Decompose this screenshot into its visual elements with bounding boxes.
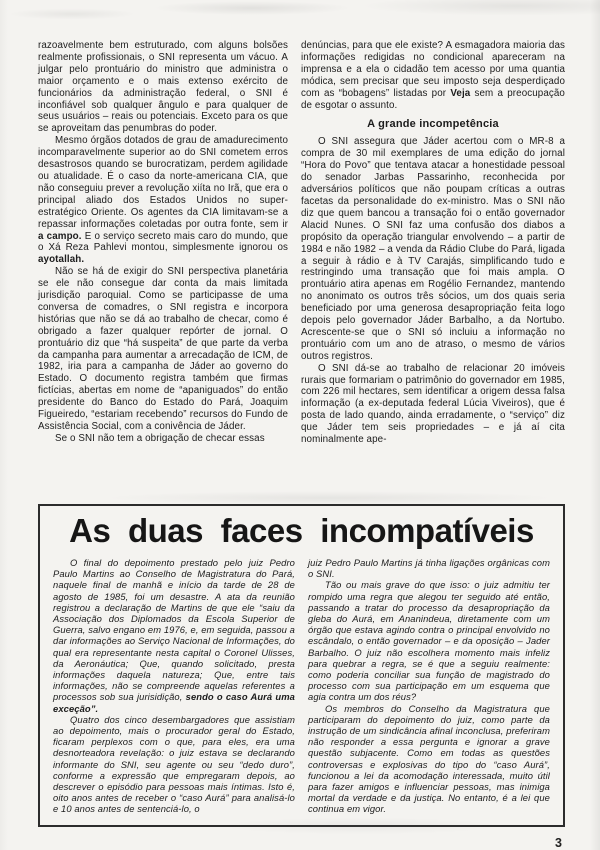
section-heading: A grande incompetência — [367, 118, 499, 131]
boxed-article — [38, 504, 565, 827]
box-title: As duas faces incompatíveis — [69, 512, 534, 549]
paragraph: juiz Pedro Paulo Martins já tinha ligações orgânicas com o SNI. — [308, 557, 550, 580]
paragraph: Não se há de exigir do SNI perspectiva planetária se ele não consegue dar conta da mais limitada jurisdição paroquial. Como se participasse de uma conversa de comadres, o SNI registra e incorpora histórias que não se dá ao trabalho de checar, como é obrigado a fazer qualquer repórter de jornal. O prontuário diz que “há suspeita” de que parte da verba da campanha para aumentar a arrecadação de ICM, de 1982, iria para a campanha de Jáder ao governo do Estado. O documento registra também que firmas fictícias, abertas em nome de “apaniguados” do então presidente do Banco do Estado do Pará, Joaquim Figueiredo, “estariam recebendo” recursos do Fundo de Assistência Social, com a conivência de Jáder. — [38, 266, 288, 432]
box-column-left — [53, 557, 295, 815]
paragraph: Mesmo órgãos dotados de grau de amadurecimento incomparavelmente superior ao do SNI cometem erros desastrosos quando se burocratizam, perdem agilidade ou atualidade. É o caso da norte-americana CIA, que não conseguiu prever a revolução xiíta no Irã, que era o principal aliado dos Estados Unidos no super-estratégico Oriente. Os agentes da CIA limitavam-se a repassar informações coletadas por outra fonte, sem ir a campo. E o serviço secreto mais caro do mundo, que o Xá Reza Pahlevi montou, simplesmente ignorou os ayotallah. — [38, 135, 288, 266]
paragraph: Quatro dos cinco desembargadores que assistiam ao depoimento, mais o procurador geral do Estado, ficaram perplexos com o que, para eles, era uma desnorteadora revelação: o juiz estava se declarando informante do SNI, seu agente ou seu “dedo duro”, conforme a expressão que empregaram depois, ao descrever o episódio para pessoas mais íntimas. Isto é, oito anos antes de receber o “caso Aurá” para analisá-lo e 10 anos antes de sentenciá-lo, o — [53, 713, 295, 815]
paragraph: O SNI dá-se ao trabalho de relacionar 20 imóveis rurais que formariam o patrimônio do governador em 1985, com 226 mil hectares, sem identificar a origem dessa falsa informação (a ex-deputada federal Lúcia Viveiros), que é posta de lado quando, ainda erradamente, o “serviço” diz que Jáder tem seis propriedades – e já aí cita nominalmente ape- — [301, 362, 565, 446]
box-column-right — [308, 557, 550, 815]
paragraph: O final do depoimento prestado pelo juiz Pedro Paulo Martins ao Conselho de Magistratura do Pará, naquele final de manhã e início da tarde de 28 de agosto de 1985, foi um desastre. A ata da reunião registrou a declaração de Martins de que ele “saiu da Associação dos Diplomados da Escola Superior de Guerra, salvo engano em 1976, e, em seguida, passou a dar informações ao Serviço Nacional de Informações, do qual era representante nesta capital o Coronel Ulisses, da Aeronáutica; Que, quando solicitado, presta informações daquela natureza; Que, entre tais informações, não se compreende aquelas referentes a processos sob sua jurisidição, sendo o caso Aurá uma exceção”. — [53, 557, 295, 714]
paragraph: Os membros do Conselho da Magistratura que participaram do depoimento do juiz, como parte da instrução de um sindicância afinal inconclusa, preferiram não responder a essa pergunta e ignorar a grave questão subjacente. Como em todas as questões controversas e explosivas do tipo do “caso Aurá”, funcionou a lei da acomodação interessada, muito útil para fazer amigos e influenciar pessoas, mas inimiga mortal da verdade e da justiça. No entanto, é a lei que continua em vigor. — [308, 702, 550, 815]
column-right — [301, 40, 565, 446]
paragraph: denúncias, para que ele existe? A esmagadora maioria das informações redigidas no condicional apareceram na imprensa e a ela o cidadão tem acesso por uma quantia módica, sem precisar que seu imposto seja desperdiçado com as “bobagens” listadas por Veja sem a preocupação de esgotar o assunto. — [301, 40, 565, 111]
article-body — [38, 40, 565, 492]
page-number: 3 — [555, 835, 562, 850]
paragraph: Tão ou mais grave do que isso: o juiz admitiu ter rompido uma regra que alegou ter seguido até então, passando a tratar do processo da desapropriação da gleba do Aurá, em Ananindeua, diretamente com um órgão que estava agindo contra o principal envolvido no escândalo, o então governador – e da oposição – Jader Barbalho. O juiz não escolhera momento mais infeliz para quebrar a regra, se é que a seguiu realmente: como poderia conciliar sua função de magistrado do processo com sua participação em um esquema que agia contra um dos réus? — [308, 579, 550, 703]
paragraph: O SNI assegura que Jáder acertou com o MR-8 a compra de 30 mil exemplares de uma edição do jornal “Hora do Povo” que tentava atacar a honestidade pessoal do senador Jarbas Passarinho, reconhecida por adversários políticos que não poupam críticas a outras facetas da personalidade do ex-ministro. Mas o SNI não diz que quem bancou a transação foi o então governador Alacid Nunes. O SNI faz uma confusão dos diabos a propósito da operação triangular envolvendo – a partir de 1984 e não 1982 – a venda da Rádio Clube do Pará, ligada a seguir à rádio e à TV Carajás, simplificando tudo e restringindo uma transação que foi mais ampla. O prontuário atira apenas em Rogélio Fernandez, mantendo no anonimato os outros três sócios, um dos quais seria beneficiado por uma generosa desapropriação feita logo depois pelo governador Jáder Barbalho, a da Nortubo. Acrescente-se que o SNI só incluiu a informação no prontuário com um ano de atraso, o mesmo de vários outros registros. — [301, 136, 565, 362]
column-left — [38, 40, 288, 445]
box-body — [53, 557, 550, 815]
paragraph: razoavelmente bem estruturado, com alguns bolsões realmente profissionais, o SNI representa um vácuo. A julgar pelo prontuário do ministro que administra o maior orçamento e o mais extenso exército de funcionários da administração federal, o SNI é inconfiável sob qualquer ângulo e para qualquer de seus usuários – reais ou potenciais. Exceto para os que se aproveitam das penumbras do poder. — [38, 40, 288, 135]
paragraph: Se o SNI não tem a obrigação de checar essas — [55, 432, 265, 444]
